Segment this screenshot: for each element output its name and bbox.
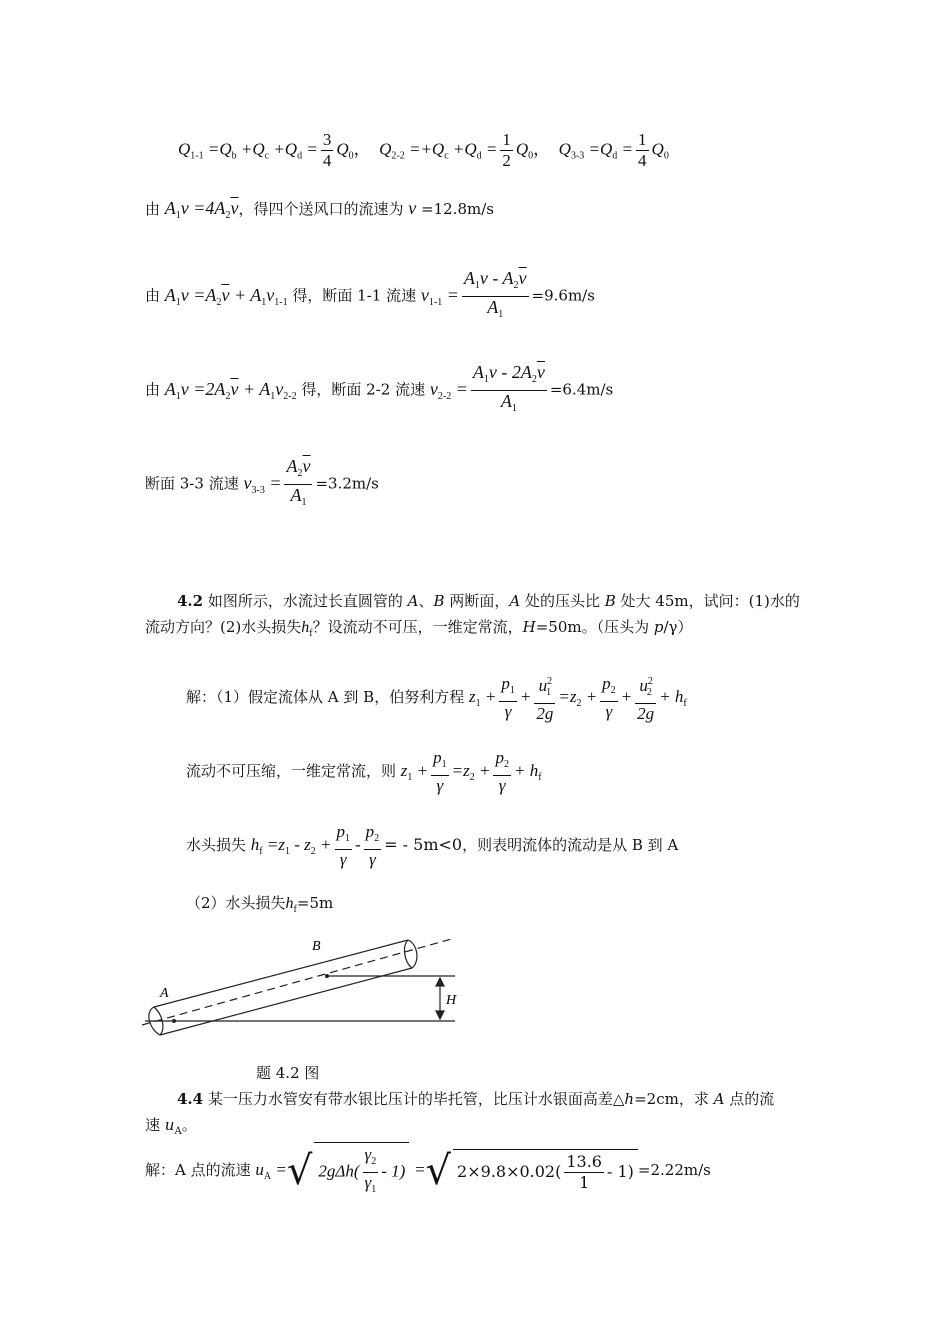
label-H: H: [446, 993, 457, 1008]
label-A: A: [160, 986, 169, 1001]
solution-4-2-result: （2）水头损失$h_f=5m$: [186, 894, 334, 915]
problem-4-2: 4.2 如图所示，水流过长直圆管的 A、B 两断面，A 处的压头比 B 处大 45m，试问：(1)水的 流动方向？(2)水头损失$h_f$？设流动不可压，一维定常流，H=50m。（压头为 p/γ）: [145, 592, 800, 639]
pipe-wall-top: [154, 940, 408, 1007]
velocity-2-2-line: 由 $A_1v =2A_2\overline{v} + A_1v_{2-2}$ 得，断面 2-2 流速 $v_{2-2}$ = $\frac{A_1v - 2A_2\overline{v}}{A_1}$ =6.4m/s: [145, 362, 614, 414]
velocity-3-3-line: 断面 3-3 流速 $v_{3-3}$ = $\frac{A_2\overline{v}}{A_1}$ =3.2m/s: [145, 456, 379, 508]
solution-4-4: 解：A 点的流速 $u_A$ =√ 2gΔh( $\frac{\gamma_2}{\gamma_1}$ - 1) =√ 2×9.8×0.02( $\frac{13.6}{1}$ - 1) =2.22m/s: [145, 1142, 711, 1200]
point-A: [172, 1019, 176, 1023]
pipe-figure: [140, 930, 470, 1050]
arrow-up: [436, 978, 444, 986]
velocity-line: 由 $A_1v =4A_2\overline{v}$，得四个送风口的流速为 v =12.8m/s: [145, 198, 494, 221]
pipe-wall-bottom: [160, 968, 412, 1035]
velocity-1-1-line: 由 $A_1v =A_2\overline{v} + A_1v_{1-1}$ 得，断面 1-1 流速 $v_{1-1}$ = $\frac{A_1v - A_2\overline{v}}{A_1}$ =9.6m/s: [145, 268, 595, 320]
solution-4-2-bernoulli: 解：（1）假定流体从 A 到 B，伯努利方程 $z_1$ + $\frac{p_1}{\gamma}$ + $\frac{u^2_1}{2g}$ $=z_2$ + $\frac{p_2}{\gamma}$ + $\frac{u^2_2}{2g}$ + $h_f$: [186, 674, 687, 723]
pipe-centerline: [142, 938, 455, 1025]
solution-4-2-incompressible: 流动不可压缩，一维定常流，则 $z_1$ + $\frac{p_1}{\gamma}$ $=z_2$ + $\frac{p_2}{\gamma}$ + $h_f$: [186, 748, 542, 795]
figure-caption: 题 4.2 图: [256, 1064, 320, 1082]
label-B: B: [312, 939, 321, 954]
flow-rate-equations: $Q_{1-1} =Q_b +Q_c +Q_d$ = $\frac{3}{4}$ $Q_0$， $Q_{2-2} =+Q_c +Q_d$ = $\frac{1}{2}$ $Q_0$， $Q_{3-3} =Q_d$ = $\frac{1}{4}$ $Q_0$: [178, 130, 669, 170]
arrow-down: [436, 1011, 444, 1019]
problem-4-4: 4.4 某一压力水管安有带水银比压计的毕托管，比压计水银面高差△h=2cm，求 A 点的流 速 $u_A$。: [145, 1090, 775, 1137]
solution-4-2-head-loss: 水头损失 $h_f =z_1 - z_2$ + $\frac{p_1}{\gamma}$ - $\frac{p_2}{\gamma}$ = - 5m<0，则表明流体的流动是从 B 到 A: [186, 822, 679, 869]
point-B: [325, 974, 329, 978]
pipe-end-right: [405, 940, 417, 968]
